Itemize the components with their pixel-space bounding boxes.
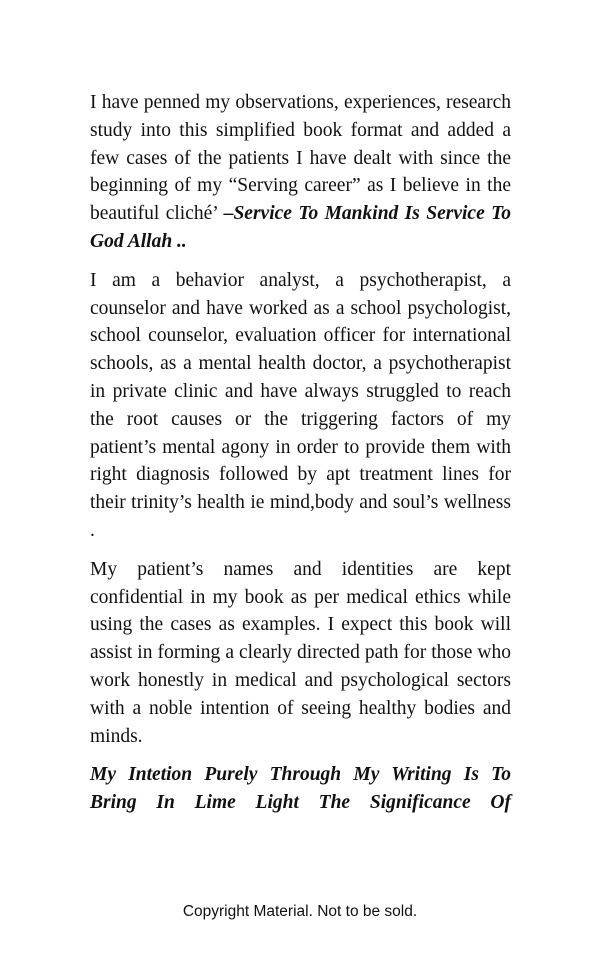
copyright-footer: Copyright Material. Not to be sold. bbox=[182, 903, 418, 920]
service-to-mankind-emphasis: –Service To Mankind Is Service To God Allah .. bbox=[90, 203, 511, 252]
paragraph-observations bbox=[90, 89, 511, 256]
page-body-text bbox=[90, 89, 511, 817]
paragraph-observations-text: I have penned my observations, experiences, research study into this simplified book format and added a few cases of the patients I have dealt with since the beginning of my “Serving career” as I believe in the beautiful cliché’ bbox=[90, 92, 511, 225]
paragraph-behavior-analyst: I am a behavior analyst, a psychotherapist, a counselor and have worked as a school psychologist, school counselor, evaluation officer for international schools, as a mental health doctor, a psychotherapist in private clinic and have always struggled to reach the root causes or the triggering factors of my patient’s mental agony in order to provide them with right diagnosis followed by apt treatment lines for their trinity’s health ie mind,body and soul’s wellness . bbox=[90, 269, 511, 541]
paragraph-confidentiality: My patient’s names and identities are kept confidential in my book as per medical ethics while using the cases as examples. I expect this book will assist in forming a clearly directed path for those who work honestly in medical and psychological sectors with a noble intention of seeing healthy bodies and minds. bbox=[90, 558, 511, 747]
paragraph-intention: My Intetion Purely Through My Writing Is To Bring In Lime Light The Significance Of bbox=[90, 764, 511, 814]
